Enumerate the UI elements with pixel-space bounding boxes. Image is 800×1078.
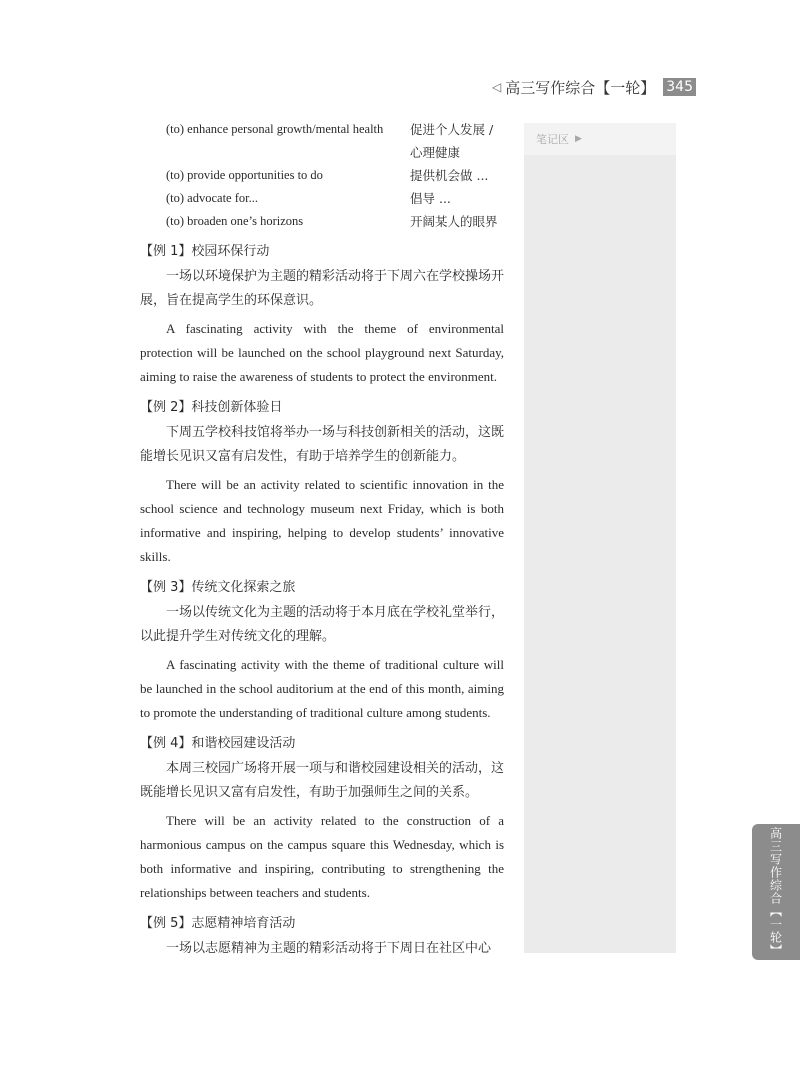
triangle-right-icon: ▶ xyxy=(575,134,582,144)
main-content xyxy=(140,118,504,965)
vocab-list xyxy=(166,118,504,233)
example-title xyxy=(140,241,504,263)
example-title xyxy=(140,577,504,599)
example-zh: 一场以志愿精神为主题的精彩活动将于下周日在社区中心 xyxy=(166,941,492,956)
example-tag: 【例 3】 xyxy=(140,580,192,595)
notes-area xyxy=(524,123,676,953)
vocab-en: (to) broaden one’s horizons xyxy=(166,214,304,228)
vocab-zh: 开阔某人的眼界 xyxy=(410,214,498,229)
example-tag: 【例 4】 xyxy=(140,736,192,751)
vocab-en: (to) provide opportunities to do xyxy=(166,168,323,182)
example-title xyxy=(140,397,504,419)
example-title xyxy=(140,913,504,935)
example-zh: 一场以传统文化为主题的活动将于本月底在学校礼堂举行，以此提升学生对传统文化的理解。 xyxy=(140,605,505,644)
example-en: There will be an activity related to the construction of a harmonious campus on the campus square this Wednesday, which is both informative and inspiring, contributing to strengthening the relationships between teachers and students. xyxy=(140,813,504,900)
notes-label: 笔记区 xyxy=(536,133,569,146)
example-1 xyxy=(140,241,504,389)
vocab-row xyxy=(166,210,504,233)
example-tag: 【例 1】 xyxy=(140,244,192,259)
vocab-en: (to) enhance personal growth/mental health xyxy=(166,122,384,136)
example-title xyxy=(140,733,504,755)
vocab-row xyxy=(166,187,504,210)
example-zh: 下周五学校科技馆将举办一场与科技创新相关的活动，这既能增长见识又富有启发性，有助于培养学生的创新能力。 xyxy=(140,425,505,464)
example-title-text: 校园环保行动 xyxy=(191,244,270,259)
example-en: A fascinating activity with the theme of traditional culture will be launched in the school auditorium at the end of this month, aiming to promote the understanding of traditional culture among students. xyxy=(140,657,504,720)
vocab-zh: 促进个人发展 / 心理健康 xyxy=(410,122,494,160)
example-en: There will be an activity related to scientific innovation in the school science and technology museum next Friday, which is both informative and inspiring, helping to develop students’ innovative skills. xyxy=(140,477,504,564)
notes-header xyxy=(524,123,676,155)
example-zh: 本周三校园广场将开展一项与和谐校园建设相关的活动，这既能增长见识又富有启发性，有助于加强师生之间的关系。 xyxy=(140,761,505,800)
example-tag: 【例 2】 xyxy=(140,400,192,415)
side-tab-label: 高三写作综合【一轮】 xyxy=(768,827,783,957)
vocab-row xyxy=(166,118,504,164)
example-en: A fascinating activity with the theme of environmental protection will be launched on the school playground next Saturday, aiming to raise the awareness of students to protect the environment. xyxy=(140,321,504,384)
page-number: 345 xyxy=(663,78,696,96)
triangle-left-icon: ◁ xyxy=(492,80,502,94)
example-zh: 一场以环境保护为主题的精彩活动将于下周六在学校操场开展，旨在提高学生的环保意识。 xyxy=(140,269,505,308)
vocab-en: (to) advocate for... xyxy=(166,191,258,205)
example-5 xyxy=(140,913,504,961)
example-2 xyxy=(140,397,504,569)
page-header xyxy=(492,76,696,98)
example-title-text: 志愿精神培育活动 xyxy=(191,916,296,931)
header-title: 高三写作综合【一轮】 xyxy=(505,78,656,97)
example-tag: 【例 5】 xyxy=(140,916,192,931)
vocab-zh: 倡导 ... xyxy=(410,191,451,206)
example-title-text: 科技创新体验日 xyxy=(191,400,283,415)
example-3 xyxy=(140,577,504,725)
side-tab xyxy=(752,824,800,960)
example-4 xyxy=(140,733,504,905)
vocab-zh: 提供机会做 ... xyxy=(410,168,489,183)
example-title-text: 和谐校园建设活动 xyxy=(191,736,296,751)
vocab-row xyxy=(166,164,504,187)
example-title-text: 传统文化探索之旅 xyxy=(191,580,296,595)
